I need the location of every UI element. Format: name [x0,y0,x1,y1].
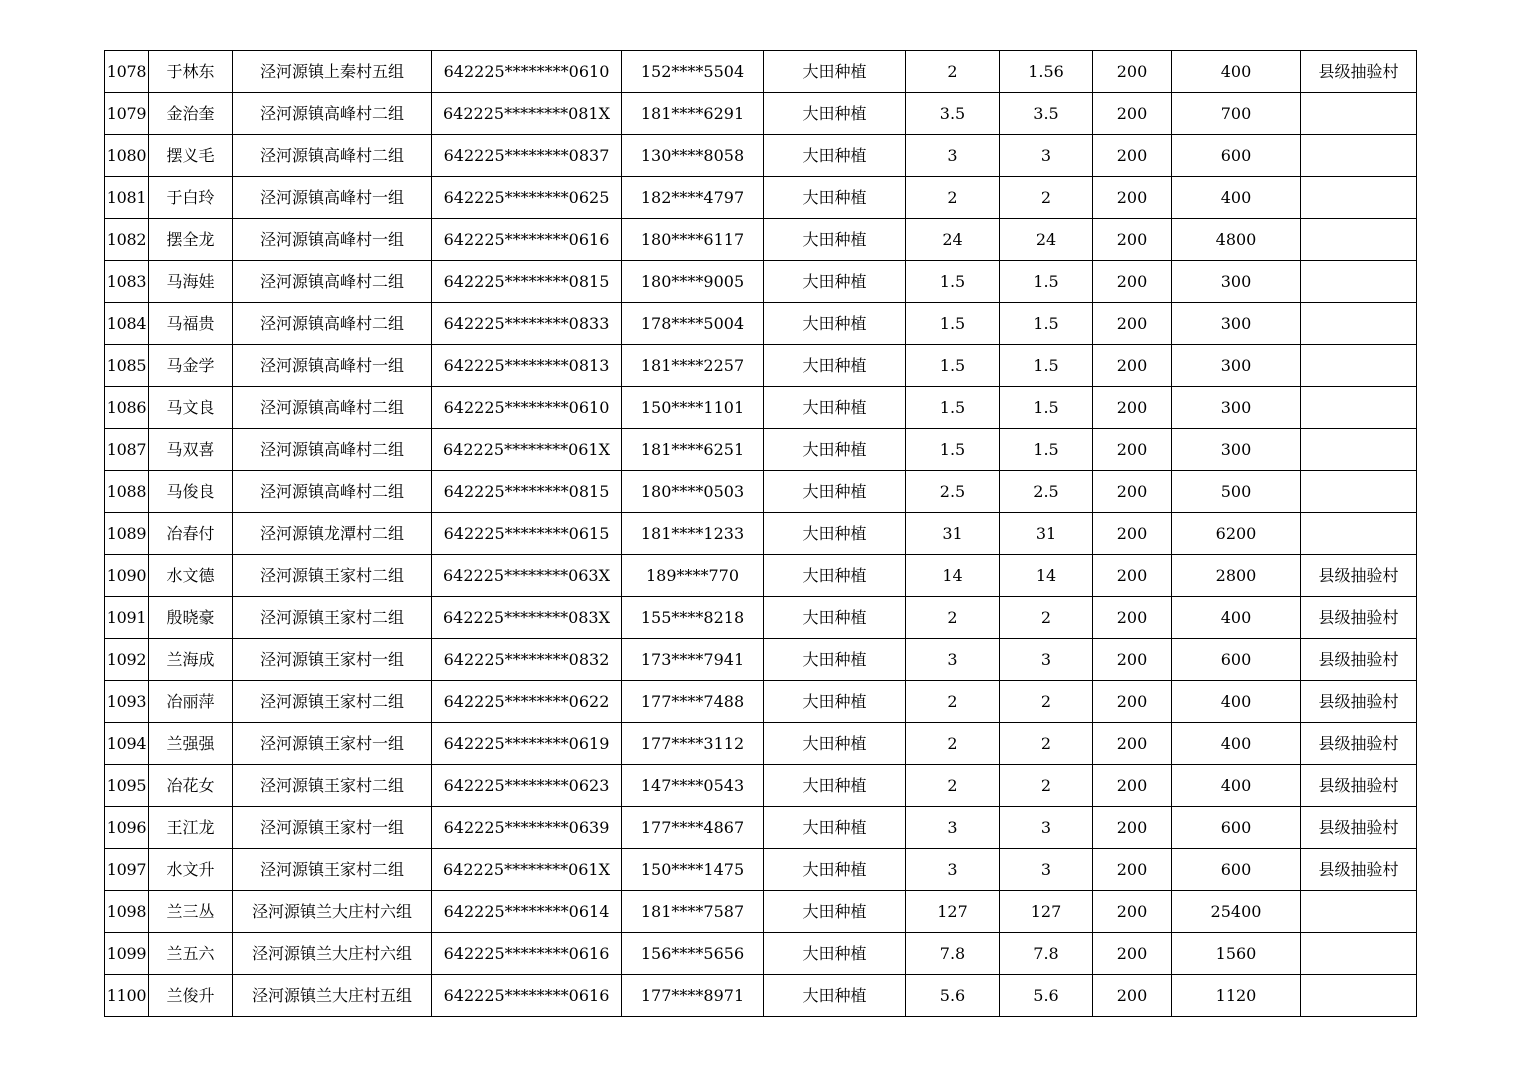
cell-crop-type: 大田种植 [764,177,906,219]
cell-row-number: 1082 [105,219,149,261]
cell-name: 兰俊升 [149,975,233,1017]
cell-id-number: 642225********0623 [432,765,622,807]
cell-phone: 130****8058 [622,135,764,177]
cell-rate: 200 [1093,891,1172,933]
cell-address: 泾河源镇兰大庄村六组 [233,933,432,975]
cell-amount: 300 [1172,387,1301,429]
cell-row-number: 1095 [105,765,149,807]
cell-name: 马福贵 [149,303,233,345]
table-row [105,555,1417,597]
cell-crop-type: 大田种植 [764,597,906,639]
cell-name: 兰强强 [149,723,233,765]
cell-note: 县级抽验村 [1301,849,1417,891]
cell-area: 2.5 [906,471,1000,513]
cell-crop-type: 大田种植 [764,681,906,723]
cell-verified-area: 1.5 [1000,429,1093,471]
cell-id-number: 642225********081X [432,93,622,135]
cell-verified-area: 3 [1000,849,1093,891]
table-row [105,345,1417,387]
cell-area: 3 [906,639,1000,681]
cell-name: 王江龙 [149,807,233,849]
cell-row-number: 1092 [105,639,149,681]
cell-row-number: 1100 [105,975,149,1017]
cell-amount: 600 [1172,849,1301,891]
cell-address: 泾河源镇高峰村一组 [233,345,432,387]
table-row [105,681,1417,723]
cell-note: 县级抽验村 [1301,681,1417,723]
cell-id-number: 642225********0832 [432,639,622,681]
cell-area: 2 [906,765,1000,807]
cell-name: 马海娃 [149,261,233,303]
cell-area: 1.5 [906,387,1000,429]
cell-verified-area: 2.5 [1000,471,1093,513]
cell-address: 泾河源镇王家村二组 [233,765,432,807]
cell-amount: 6200 [1172,513,1301,555]
cell-phone: 181****6291 [622,93,764,135]
cell-phone: 182****4797 [622,177,764,219]
cell-name: 马金学 [149,345,233,387]
cell-rate: 200 [1093,849,1172,891]
cell-address: 泾河源镇兰大庄村五组 [233,975,432,1017]
cell-name: 金治奎 [149,93,233,135]
cell-crop-type: 大田种植 [764,387,906,429]
cell-amount: 600 [1172,807,1301,849]
cell-rate: 200 [1093,345,1172,387]
cell-crop-type: 大田种植 [764,807,906,849]
cell-crop-type: 大田种植 [764,303,906,345]
table-row [105,93,1417,135]
cell-address: 泾河源镇上秦村五组 [233,51,432,93]
cell-verified-area: 127 [1000,891,1093,933]
cell-crop-type: 大田种植 [764,933,906,975]
table-row [105,261,1417,303]
cell-rate: 200 [1093,261,1172,303]
cell-address: 泾河源镇高峰村一组 [233,177,432,219]
cell-area: 7.8 [906,933,1000,975]
cell-row-number: 1093 [105,681,149,723]
cell-rate: 200 [1093,765,1172,807]
cell-name: 于白玲 [149,177,233,219]
cell-name: 摆全龙 [149,219,233,261]
cell-phone: 180****0503 [622,471,764,513]
cell-row-number: 1099 [105,933,149,975]
cell-row-number: 1083 [105,261,149,303]
cell-row-number: 1087 [105,429,149,471]
cell-rate: 200 [1093,177,1172,219]
cell-verified-area: 1.56 [1000,51,1093,93]
cell-address: 泾河源镇王家村二组 [233,681,432,723]
cell-crop-type: 大田种植 [764,639,906,681]
cell-amount: 400 [1172,681,1301,723]
cell-area: 1.5 [906,303,1000,345]
cell-rate: 200 [1093,933,1172,975]
cell-verified-area: 3.5 [1000,93,1093,135]
cell-address: 泾河源镇王家村二组 [233,555,432,597]
table-row [105,807,1417,849]
cell-name: 冶丽萍 [149,681,233,723]
cell-note [1301,891,1417,933]
cell-area: 2 [906,597,1000,639]
cell-id-number: 642225********0610 [432,51,622,93]
cell-name: 冶花女 [149,765,233,807]
cell-note [1301,471,1417,513]
cell-id-number: 642225********0616 [432,219,622,261]
cell-crop-type: 大田种植 [764,219,906,261]
cell-phone: 181****6251 [622,429,764,471]
cell-note [1301,261,1417,303]
cell-area: 2 [906,681,1000,723]
cell-note [1301,303,1417,345]
cell-note [1301,387,1417,429]
cell-amount: 400 [1172,723,1301,765]
table-row [105,765,1417,807]
cell-crop-type: 大田种植 [764,135,906,177]
cell-amount: 400 [1172,765,1301,807]
cell-name: 冶春付 [149,513,233,555]
cell-verified-area: 3 [1000,135,1093,177]
cell-verified-area: 2 [1000,765,1093,807]
cell-address: 泾河源镇王家村二组 [233,849,432,891]
cell-note: 县级抽验村 [1301,765,1417,807]
cell-name: 摆义毛 [149,135,233,177]
table-row [105,975,1417,1017]
cell-amount: 300 [1172,345,1301,387]
table-row [105,639,1417,681]
cell-note: 县级抽验村 [1301,807,1417,849]
cell-name: 兰海成 [149,639,233,681]
cell-phone: 189****770 [622,555,764,597]
cell-note [1301,513,1417,555]
cell-phone: 152****5504 [622,51,764,93]
cell-verified-area: 31 [1000,513,1093,555]
cell-verified-area: 2 [1000,177,1093,219]
cell-phone: 150****1475 [622,849,764,891]
cell-area: 1.5 [906,345,1000,387]
cell-amount: 600 [1172,639,1301,681]
cell-crop-type: 大田种植 [764,513,906,555]
cell-name: 兰三丛 [149,891,233,933]
table-row [105,597,1417,639]
cell-row-number: 1094 [105,723,149,765]
cell-note [1301,219,1417,261]
cell-verified-area: 3 [1000,639,1093,681]
cell-note: 县级抽验村 [1301,723,1417,765]
cell-address: 泾河源镇高峰村二组 [233,303,432,345]
cell-row-number: 1081 [105,177,149,219]
cell-amount: 400 [1172,177,1301,219]
cell-phone: 181****7587 [622,891,764,933]
cell-row-number: 1085 [105,345,149,387]
cell-rate: 200 [1093,429,1172,471]
cell-phone: 147****0543 [622,765,764,807]
cell-amount: 4800 [1172,219,1301,261]
cell-note: 县级抽验村 [1301,639,1417,681]
cell-crop-type: 大田种植 [764,471,906,513]
cell-area: 24 [906,219,1000,261]
cell-amount: 2800 [1172,555,1301,597]
cell-rate: 200 [1093,471,1172,513]
cell-row-number: 1079 [105,93,149,135]
cell-rate: 200 [1093,135,1172,177]
cell-address: 泾河源镇龙潭村二组 [233,513,432,555]
subsidy-table [104,50,1417,1017]
cell-verified-area: 3 [1000,807,1093,849]
cell-phone: 177****7488 [622,681,764,723]
cell-verified-area: 1.5 [1000,261,1093,303]
cell-phone: 155****8218 [622,597,764,639]
cell-verified-area: 2 [1000,597,1093,639]
cell-crop-type: 大田种植 [764,849,906,891]
cell-rate: 200 [1093,219,1172,261]
cell-row-number: 1097 [105,849,149,891]
cell-id-number: 642225********0639 [432,807,622,849]
cell-address: 泾河源镇高峰村二组 [233,471,432,513]
cell-amount: 400 [1172,597,1301,639]
cell-area: 3 [906,849,1000,891]
cell-rate: 200 [1093,975,1172,1017]
cell-note [1301,93,1417,135]
cell-area: 1.5 [906,429,1000,471]
cell-phone: 181****2257 [622,345,764,387]
cell-name: 殷晓豪 [149,597,233,639]
cell-address: 泾河源镇高峰村二组 [233,135,432,177]
table-row [105,849,1417,891]
cell-row-number: 1096 [105,807,149,849]
table-body [105,51,1417,1017]
cell-phone: 177****3112 [622,723,764,765]
cell-phone: 173****7941 [622,639,764,681]
table-row [105,303,1417,345]
cell-id-number: 642225********0837 [432,135,622,177]
cell-crop-type: 大田种植 [764,723,906,765]
table-row [105,723,1417,765]
cell-area: 2 [906,51,1000,93]
cell-rate: 200 [1093,723,1172,765]
cell-address: 泾河源镇王家村一组 [233,639,432,681]
cell-row-number: 1089 [105,513,149,555]
cell-id-number: 642225********061X [432,429,622,471]
cell-note: 县级抽验村 [1301,555,1417,597]
cell-id-number: 642225********0614 [432,891,622,933]
cell-name: 马文良 [149,387,233,429]
cell-name: 马俊良 [149,471,233,513]
table-row [105,513,1417,555]
cell-id-number: 642225********0619 [432,723,622,765]
cell-name: 兰五六 [149,933,233,975]
cell-row-number: 1088 [105,471,149,513]
cell-area: 5.6 [906,975,1000,1017]
cell-row-number: 1078 [105,51,149,93]
cell-area: 2 [906,177,1000,219]
cell-area: 3 [906,135,1000,177]
cell-phone: 181****1233 [622,513,764,555]
cell-id-number: 642225********0815 [432,261,622,303]
cell-amount: 300 [1172,303,1301,345]
cell-name: 水文升 [149,849,233,891]
cell-address: 泾河源镇高峰村一组 [233,219,432,261]
cell-row-number: 1098 [105,891,149,933]
cell-verified-area: 7.8 [1000,933,1093,975]
cell-row-number: 1086 [105,387,149,429]
cell-address: 泾河源镇高峰村二组 [233,261,432,303]
cell-phone: 180****6117 [622,219,764,261]
cell-amount: 600 [1172,135,1301,177]
table-row [105,177,1417,219]
cell-id-number: 642225********0813 [432,345,622,387]
cell-crop-type: 大田种植 [764,93,906,135]
cell-rate: 200 [1093,93,1172,135]
cell-phone: 156****5656 [622,933,764,975]
cell-note [1301,177,1417,219]
cell-id-number: 642225********0625 [432,177,622,219]
cell-amount: 300 [1172,261,1301,303]
table-row [105,387,1417,429]
cell-id-number: 642225********0833 [432,303,622,345]
cell-phone: 180****9005 [622,261,764,303]
cell-rate: 200 [1093,51,1172,93]
cell-note [1301,429,1417,471]
cell-note: 县级抽验村 [1301,51,1417,93]
cell-note [1301,345,1417,387]
cell-crop-type: 大田种植 [764,765,906,807]
cell-area: 1.5 [906,261,1000,303]
table-row [105,51,1417,93]
cell-id-number: 642225********0815 [432,471,622,513]
cell-crop-type: 大田种植 [764,261,906,303]
cell-phone: 178****5004 [622,303,764,345]
cell-address: 泾河源镇高峰村二组 [233,93,432,135]
cell-area: 2 [906,723,1000,765]
cell-verified-area: 24 [1000,219,1093,261]
cell-rate: 200 [1093,387,1172,429]
cell-address: 泾河源镇兰大庄村六组 [233,891,432,933]
cell-id-number: 642225********0610 [432,387,622,429]
cell-row-number: 1090 [105,555,149,597]
cell-id-number: 642225********0616 [432,933,622,975]
cell-area: 127 [906,891,1000,933]
cell-rate: 200 [1093,303,1172,345]
cell-verified-area: 1.5 [1000,303,1093,345]
cell-phone: 177****8971 [622,975,764,1017]
cell-address: 泾河源镇高峰村二组 [233,429,432,471]
cell-area: 31 [906,513,1000,555]
table-row [105,135,1417,177]
cell-rate: 200 [1093,555,1172,597]
cell-verified-area: 1.5 [1000,387,1093,429]
cell-row-number: 1084 [105,303,149,345]
cell-crop-type: 大田种植 [764,555,906,597]
table-row [105,429,1417,471]
cell-verified-area: 14 [1000,555,1093,597]
cell-verified-area: 2 [1000,681,1093,723]
cell-crop-type: 大田种植 [764,891,906,933]
cell-amount: 400 [1172,51,1301,93]
cell-id-number: 642225********0616 [432,975,622,1017]
cell-note [1301,933,1417,975]
cell-area: 3 [906,807,1000,849]
cell-name: 水文德 [149,555,233,597]
cell-id-number: 642225********0615 [432,513,622,555]
cell-verified-area: 2 [1000,723,1093,765]
cell-rate: 200 [1093,597,1172,639]
table-row [105,471,1417,513]
cell-crop-type: 大田种植 [764,345,906,387]
cell-address: 泾河源镇王家村一组 [233,723,432,765]
cell-amount: 1560 [1172,933,1301,975]
table-row [105,933,1417,975]
cell-rate: 200 [1093,513,1172,555]
cell-verified-area: 5.6 [1000,975,1093,1017]
cell-name: 马双喜 [149,429,233,471]
cell-row-number: 1091 [105,597,149,639]
cell-area: 14 [906,555,1000,597]
cell-id-number: 642225********083X [432,597,622,639]
cell-area: 3.5 [906,93,1000,135]
cell-phone: 177****4867 [622,807,764,849]
cell-note [1301,135,1417,177]
cell-id-number: 642225********063X [432,555,622,597]
cell-crop-type: 大田种植 [764,975,906,1017]
cell-note [1301,975,1417,1017]
cell-id-number: 642225********0622 [432,681,622,723]
table-row [105,891,1417,933]
cell-verified-area: 1.5 [1000,345,1093,387]
cell-id-number: 642225********061X [432,849,622,891]
cell-amount: 25400 [1172,891,1301,933]
cell-address: 泾河源镇高峰村二组 [233,387,432,429]
cell-note: 县级抽验村 [1301,597,1417,639]
cell-phone: 150****1101 [622,387,764,429]
cell-address: 泾河源镇王家村一组 [233,807,432,849]
cell-crop-type: 大田种植 [764,429,906,471]
cell-amount: 1120 [1172,975,1301,1017]
cell-name: 于林东 [149,51,233,93]
cell-amount: 500 [1172,471,1301,513]
cell-row-number: 1080 [105,135,149,177]
cell-amount: 700 [1172,93,1301,135]
table-row [105,219,1417,261]
cell-rate: 200 [1093,681,1172,723]
cell-crop-type: 大田种植 [764,51,906,93]
cell-rate: 200 [1093,639,1172,681]
cell-amount: 300 [1172,429,1301,471]
cell-rate: 200 [1093,807,1172,849]
cell-address: 泾河源镇王家村二组 [233,597,432,639]
